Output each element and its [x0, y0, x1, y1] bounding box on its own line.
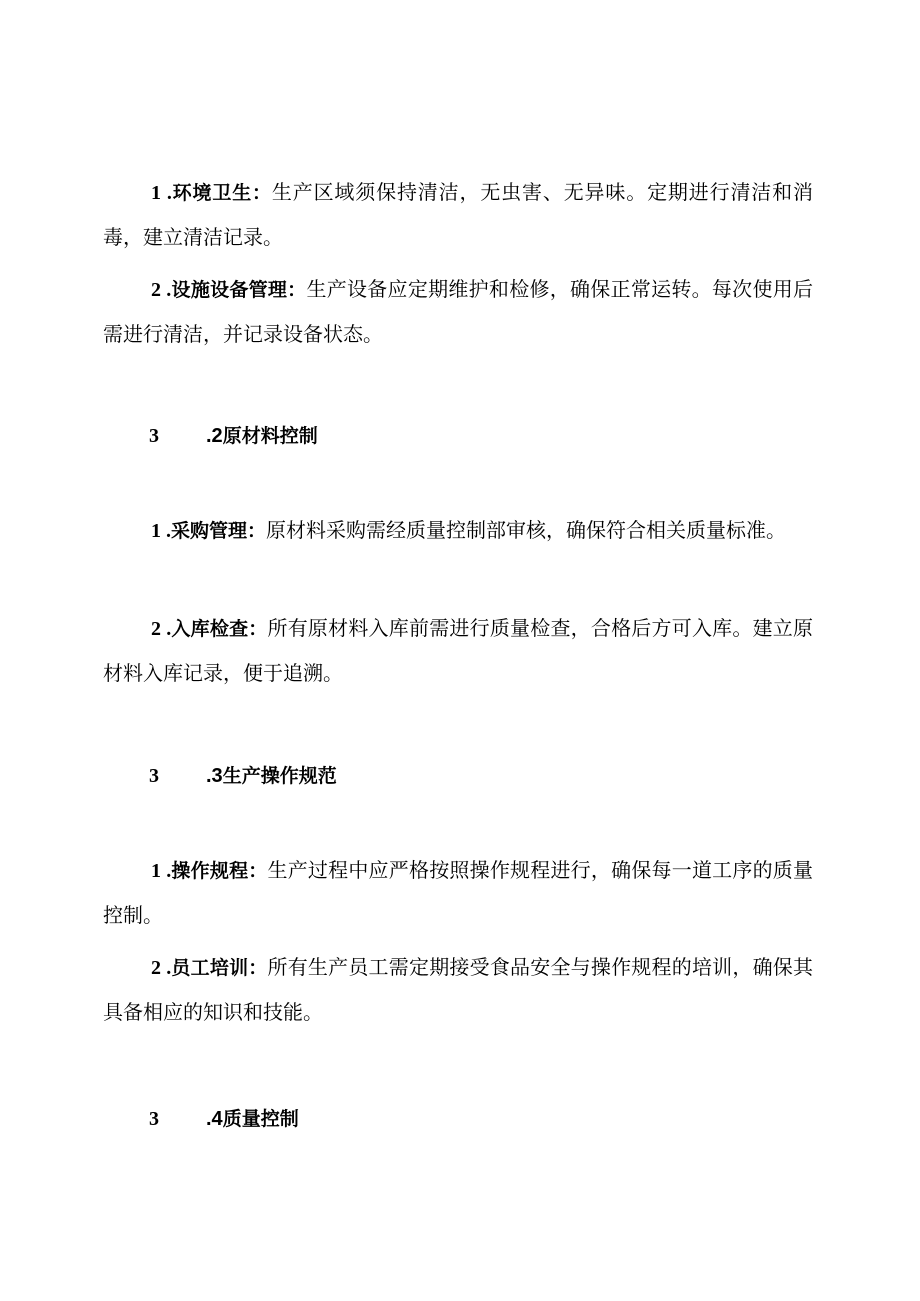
heading-sub-number: .3: [206, 765, 223, 787]
heading-title: 生产操作规范: [222, 765, 337, 787]
heading-sub-number: .4: [206, 1108, 223, 1130]
item-term: 环境卫生：: [171, 182, 272, 204]
item-term: 入库检查：: [171, 618, 268, 640]
item-number: 1 .: [151, 860, 172, 882]
item-text: 生产区域须保持清洁，无虫害、无异味。定期进行清洁和消毒，建立清洁记录。: [103, 180, 813, 249]
list-item-procurement: [103, 508, 813, 553]
section-heading-3-3: [149, 760, 337, 791]
item-number: 2 .: [151, 279, 172, 301]
item-term: 操作规程：: [171, 860, 268, 882]
item-term: 设施设备管理：: [171, 279, 307, 301]
list-item-environment-hygiene: [103, 170, 813, 259]
list-item-equipment-management: [103, 267, 813, 356]
item-number: 2 .: [151, 618, 172, 640]
item-text: 生产设备应定期维护和检修，确保正常运转。每次使用后需进行清洁，并记录设备状态。: [103, 277, 814, 346]
list-item-operating-procedures: [103, 848, 813, 937]
list-item-warehouse-inspection: [103, 606, 813, 695]
heading-chapter-number: 3: [149, 425, 159, 447]
heading-chapter-number: 3: [149, 765, 159, 787]
item-number: 1 .: [151, 520, 171, 542]
item-text: 所有生产员工需定期接受食品安全与操作规程的培训，确保其具备相应的知识和技能。: [103, 955, 814, 1024]
heading-title: 质量控制: [222, 1108, 299, 1130]
heading-sub-number: .2: [206, 425, 223, 447]
item-number: 2 .: [151, 957, 172, 979]
section-heading-3-2: [149, 420, 318, 451]
item-number: 1 .: [151, 182, 172, 204]
heading-chapter-number: 3: [149, 1108, 159, 1130]
item-text: 原材料采购需经质量控制部审核，确保符合相关质量标准。: [266, 518, 787, 542]
item-text: 生产过程中应严格按照操作规程进行，确保每一道工序的质量控制。: [103, 858, 814, 927]
item-term: 员工培训：: [171, 957, 268, 979]
heading-title: 原材料控制: [222, 425, 318, 447]
item-term: 采购管理：: [171, 520, 267, 542]
item-text: 所有原材料入库前需进行质量检查，合格后方可入库。建立原材料入库记录，便于追溯。: [103, 616, 814, 685]
section-heading-3-4: [149, 1103, 299, 1134]
list-item-staff-training: [103, 945, 813, 1034]
